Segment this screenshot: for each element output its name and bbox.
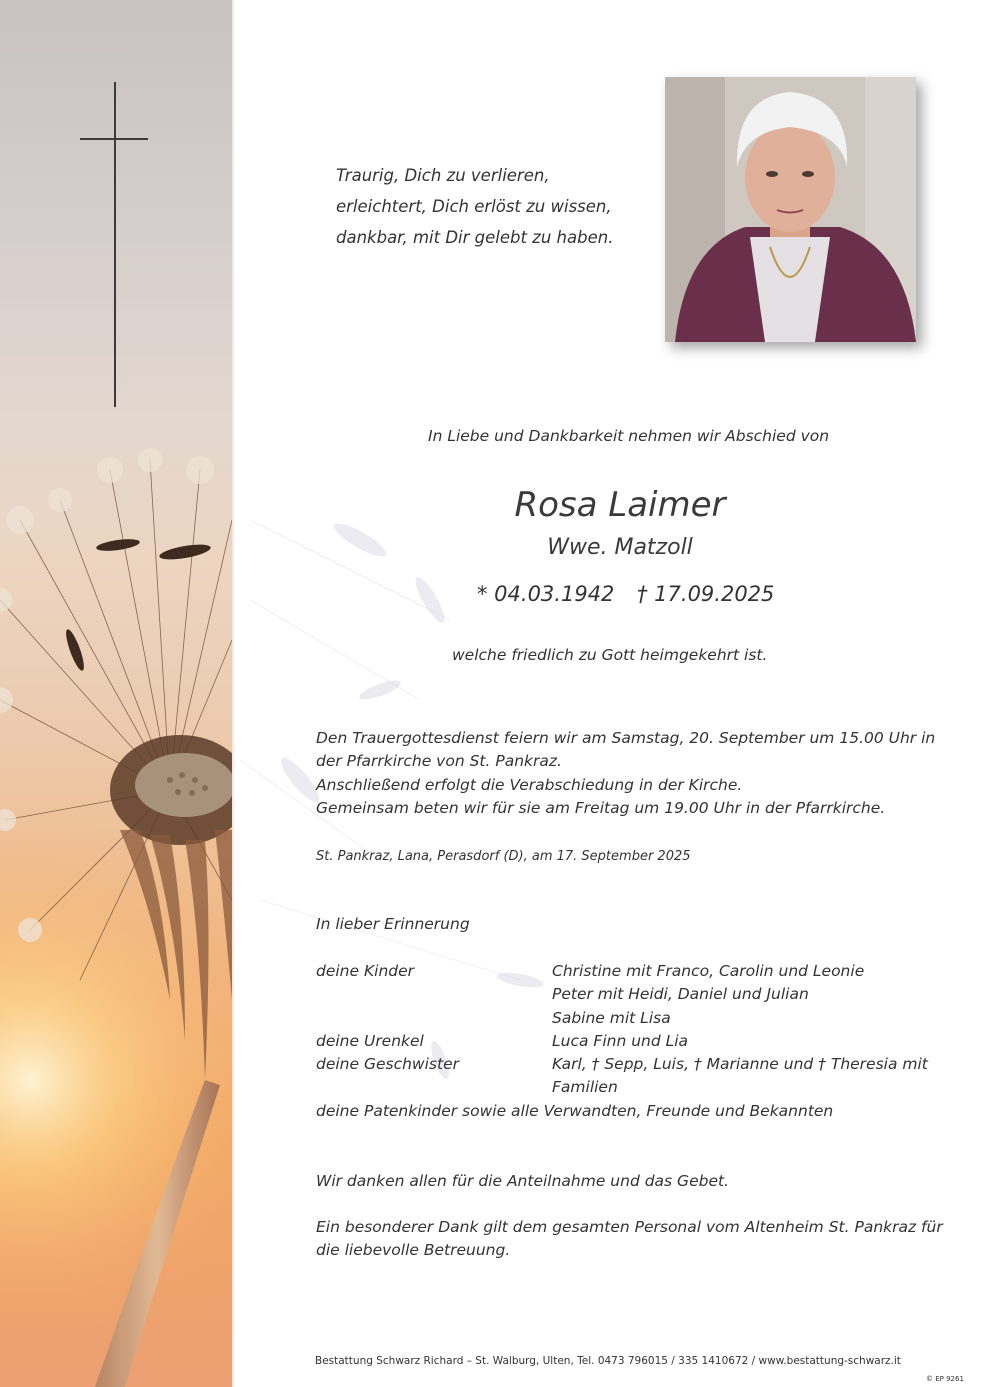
dandelion-illustration [0, 0, 232, 1387]
relation-names [552, 1053, 936, 1100]
family-list [316, 960, 936, 1123]
service-line: Den Trauergottesdienst feiern wir am Samstag, 20. September um 15.00 Uhr in [316, 729, 936, 747]
quote-line: Traurig, Dich zu verlieren, [336, 166, 550, 185]
family-name-line: Peter mit Heidi, Daniel und Julian [552, 985, 809, 1004]
quote-line: erleichtert, Dich erlöst zu wissen, [336, 197, 612, 216]
family-name-line: Christine mit Franco, Carolin und Leonie [552, 962, 865, 980]
family-name-line: Familien [552, 1078, 618, 1097]
farewell-intro: In Liebe und Dankbarkeit nehmen wir Abschied von [428, 427, 830, 445]
thanks-line: die liebevolle Betreuung. [316, 1241, 511, 1260]
family-row-urenkel [316, 1030, 936, 1053]
relation-label: deine Geschwister [316, 1055, 459, 1074]
birth-date: * 04.03.1942 [477, 582, 615, 606]
service-line: Anschließend erfolgt die Verabschiedung in der Kirche. [316, 775, 743, 794]
relation-names: Luca Finn und Lia [552, 1031, 689, 1050]
service-line: Gemeinsam beten wir für sie am Freitag um 19.00 Uhr in der Pfarrkirche. [316, 798, 886, 817]
strip-edge-divider [232, 0, 235, 1387]
relation-label: deine Urenkel [316, 1031, 424, 1050]
relation-names [552, 960, 936, 1030]
place-and-date: St. Pankraz, Lana, Perasdorf (D), am 17. September 2025 [316, 849, 691, 864]
deceased-name: Rosa Laimer [514, 485, 726, 525]
family-name-line: Sabine mit Lisa [552, 1008, 671, 1027]
death-date: † 17.09.2025 [637, 582, 775, 606]
memorial-quote [336, 160, 613, 253]
service-details [316, 727, 935, 820]
thanks-line: Ein besonderer Dank gilt dem gesamten Personal vom Altenheim St. Pankraz für [316, 1218, 943, 1236]
funeral-home-footer: Bestattung Schwarz Richard – St. Walburg, Ulten, Tel. 0473 796015 / 335 1410672 / www.bestattung-schwarz.it [315, 1355, 901, 1367]
family-others: deine Patenkinder sowie alle Verwandten, Freunde und Bekannten [316, 1101, 834, 1120]
relation-label: deine Kinder [316, 962, 415, 980]
family-row-geschwister [316, 1053, 936, 1100]
decorative-side-image [0, 0, 232, 1387]
memory-heading: In lieber Erinnerung [316, 915, 470, 933]
ep-code: © EP 9261 [926, 1375, 964, 1383]
portrait-photo [665, 77, 916, 342]
portrait-illustration [665, 77, 916, 342]
thanks-special [316, 1216, 943, 1263]
homecoming-text: welche friedlich zu Gott heimgekehrt ist. [452, 646, 768, 664]
service-line: der Pfarrkirche von St. Pankraz. [316, 752, 562, 771]
family-row-kinder [316, 960, 936, 1030]
thanks-general: Wir danken allen für die Anteilnahme und das Gebet. [316, 1172, 729, 1190]
family-name-line: Karl, † Sepp, Luis, † Marianne und † Theresia mit [552, 1055, 928, 1074]
quote-line: dankbar, mit Dir gelebt zu haben. [336, 228, 614, 247]
deceased-maiden-name: Wwe. Matzoll [547, 535, 693, 560]
